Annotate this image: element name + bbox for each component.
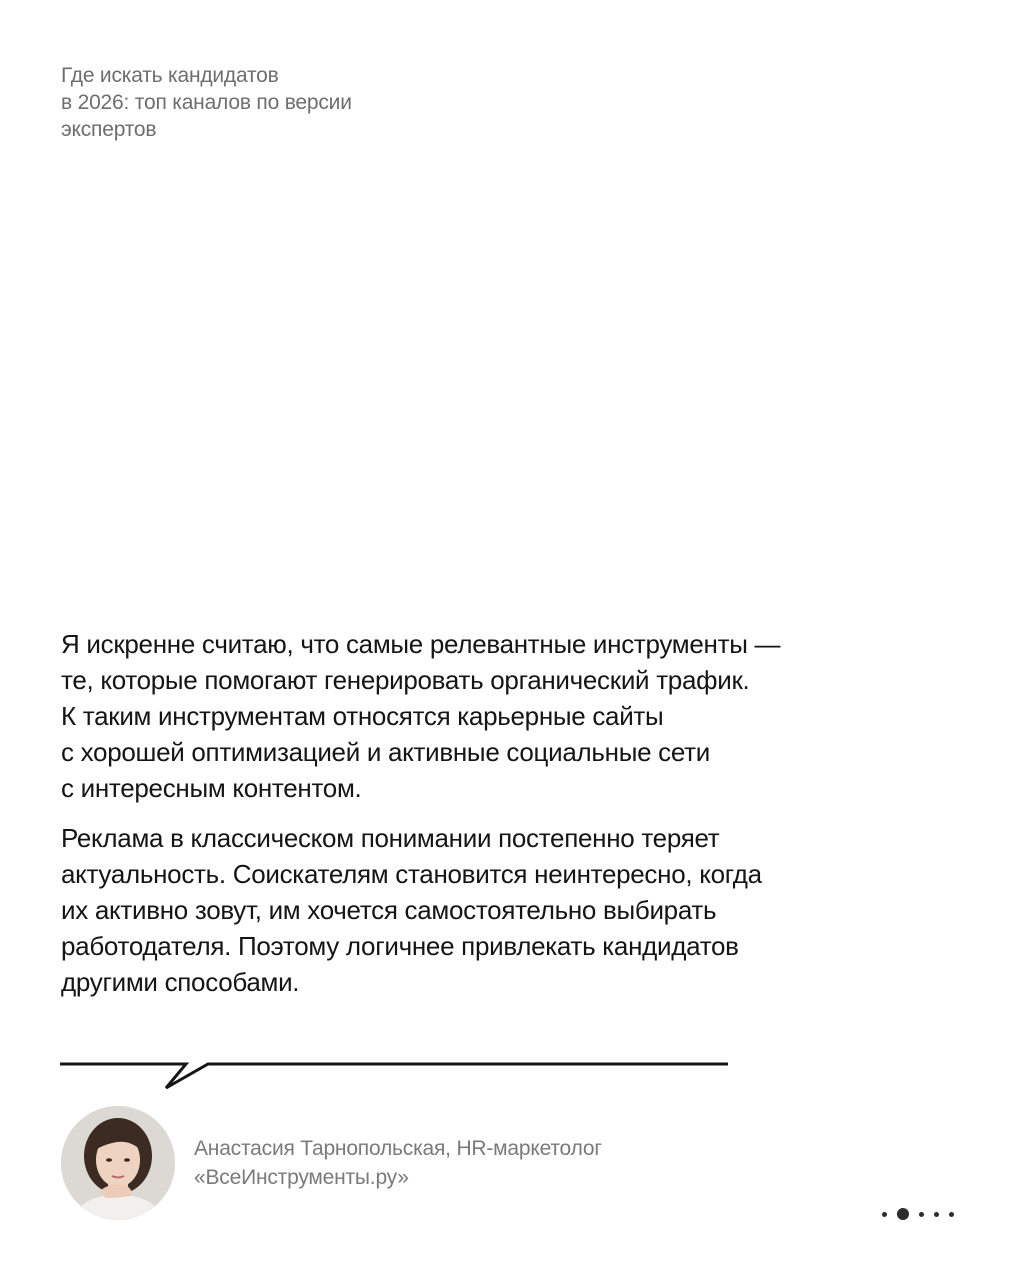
quote-line: Реклама в классическом понимании постепенно теряет bbox=[61, 823, 720, 853]
quote-line: работодателя. Поэтому логичнее привлекать кандидатов bbox=[61, 931, 739, 961]
carousel-pagination bbox=[882, 1206, 966, 1222]
author-company: «ВсеИнструменты.ру» bbox=[194, 1166, 409, 1189]
quote-line: те, которые помогают генерировать органический трафик. bbox=[61, 665, 750, 695]
author-avatar bbox=[61, 1106, 175, 1220]
expert-quote bbox=[61, 626, 941, 1014]
quote-line: Я искренне считаю, что самые релевантные инструменты — bbox=[61, 629, 781, 659]
quote-line: актуальность. Соискателям становится неинтересно, когда bbox=[61, 859, 762, 889]
quote-line: с хорошей оптимизацией и активные социальные сети bbox=[61, 737, 710, 767]
quote-paragraph bbox=[61, 626, 941, 806]
author-name: Анастасия Тарнопольская, HR-маркетолог bbox=[194, 1137, 602, 1160]
page-title bbox=[61, 62, 481, 143]
pagination-dot[interactable] bbox=[934, 1212, 939, 1217]
page-title-line: экспертов bbox=[61, 118, 157, 141]
page-title-line: Где искать кандидатов bbox=[61, 64, 279, 87]
pagination-dot-active[interactable] bbox=[897, 1208, 909, 1220]
author-portrait-icon bbox=[61, 1106, 175, 1220]
quote-line: другими способами. bbox=[61, 967, 300, 997]
quote-line: их активно зовут, им хочется самостоятельно выбирать bbox=[61, 895, 717, 925]
pagination-dot[interactable] bbox=[919, 1212, 924, 1217]
page-title-line: в 2026: топ каналов по версии bbox=[61, 91, 352, 114]
pagination-dot[interactable] bbox=[949, 1212, 954, 1217]
quote-line: с интересным контентом. bbox=[61, 773, 362, 803]
pagination-dot[interactable] bbox=[882, 1212, 887, 1217]
quote-line: К таким инструментам относятся карьерные сайты bbox=[61, 701, 664, 731]
speech-bubble-tail bbox=[60, 1056, 730, 1096]
quote-paragraph bbox=[61, 820, 941, 1000]
author-caption bbox=[194, 1134, 602, 1192]
